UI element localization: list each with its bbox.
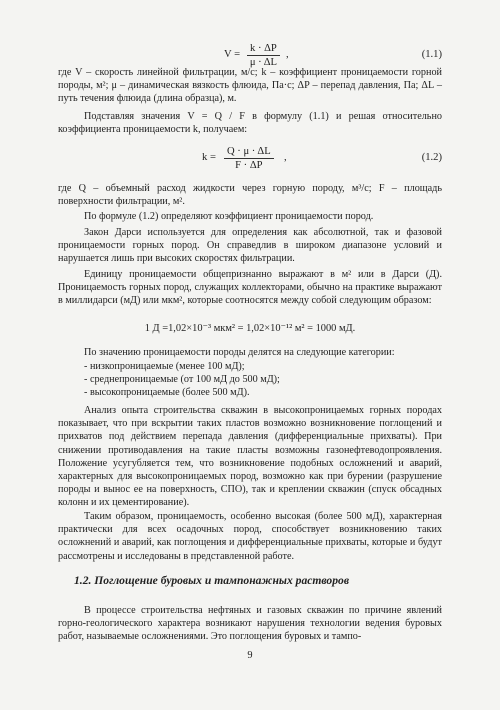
list-item: - высокопроницаемые (более 500 мД). <box>84 387 250 399</box>
section-heading: 1.2. Поглощение буровых и тампонажных растворов <box>74 574 350 587</box>
equation-number: (1.2) <box>421 152 442 163</box>
equation-comma: , <box>284 152 287 163</box>
list-item: - среднепроницаемые (от 100 мД до 500 мД); <box>84 374 280 386</box>
equation-number: (1.1) <box>421 49 442 60</box>
equation-fraction <box>247 42 280 69</box>
paragraph-definitions-1: где V – скорость линейной фильтрации, м/с; k – коэффициент проницаемости горной породы, м²; μ – динамическая вязкость флюида, Па·с; ΔP – перепад давления, Па; ΔL – путь течения флюида (длина образца), м. <box>58 67 442 105</box>
equation-denominator: F · ΔP <box>235 160 263 171</box>
paragraph-formula-use: По формуле (1.2) определяют коэффициент проницаемости пород. <box>84 211 374 222</box>
equation-numerator: k · ΔP <box>247 42 280 56</box>
equation-lhs: k = <box>202 152 216 163</box>
page-number: 9 <box>247 650 253 661</box>
unit-conversion-equation: 1 Д =1,02×10⁻³ мкм² = 1,02×10⁻¹² м² = 1000 мД. <box>144 323 356 334</box>
equation-numerator: Q · μ · ΔL <box>224 145 274 159</box>
equation-lhs: V = <box>224 49 241 60</box>
category-list <box>58 360 442 400</box>
equation-1-2 <box>58 145 442 175</box>
paragraph-permeability-unit: Единицу проницаемости общепризнанно выражают в м² или в Дарси (Д). Проницаемость горных пород, служащих коллекторами, обычно на практике выражают в миллидарси (мД) или мкм², которые соотносятся между собой следующим образом: <box>58 269 442 307</box>
equation-comma: , <box>286 49 289 60</box>
paragraph-conclusion: Таким образом, проницаемость, особенно высокая (более 500 мД), характерная практически для всех осадочных пород, способствует возникновению таких осложнений и аварий, как поглощения и дифференциальные прихваты, которые и будут рассмотрены и исследованы в представленной работе. <box>58 511 442 562</box>
equation-fraction <box>224 145 274 172</box>
paragraph-categories-intro: По значению проницаемости породы делятся на следующие категории: <box>84 347 395 358</box>
paragraph-substitution: Подставляя значения V = Q / F в формулу (1.1) и решая относительно коэффициента проницаемости k, получаем: <box>58 111 442 136</box>
list-item: - низкопроницаемые (менее 100 мД); <box>84 361 245 372</box>
paragraph-darcy-law: Закон Дарси используется для определения как абсолютной, так и фазовой проницаемости горных пород. Он справедлив в широком диапазоне условий и нарушается лишь при высоких скоростях фильтрации. <box>58 227 442 265</box>
equation-denominator: μ · ΔL <box>249 57 278 68</box>
paragraph-definitions-2: где Q – объемный расход жидкости через горную породу, м³/с; F – площадь поверхности фильтрации, м². <box>58 183 442 208</box>
paragraph-analysis: Анализ опыта строительства скважин в высокопроницаемых горных породах показывает, что при вскрытии таких пластов возможно возникновение поглощений и прихватов под действием перепада давления (дифференциальные прихваты). При снижении противодавления на такие пласты возможны газонефтеводопроявления. Положение усугубляется тем, что возникновение подобных осложнений и аварий, характерных для высокопроницаемых пород, возможно как при бурении (разрушение породы и вынос ее на поверхность, СПО), так и креплении скважин (спуск обсадных колонн и их цементирование). <box>58 405 442 509</box>
paragraph-drilling-complications: В процессе строительства нефтяных и газовых скважин по причине явлений горно-геологического характера возникают нарушения технологии ведения буровых работ, называемые осложнениями. Это поглощения буровых и тампо- <box>58 605 442 643</box>
